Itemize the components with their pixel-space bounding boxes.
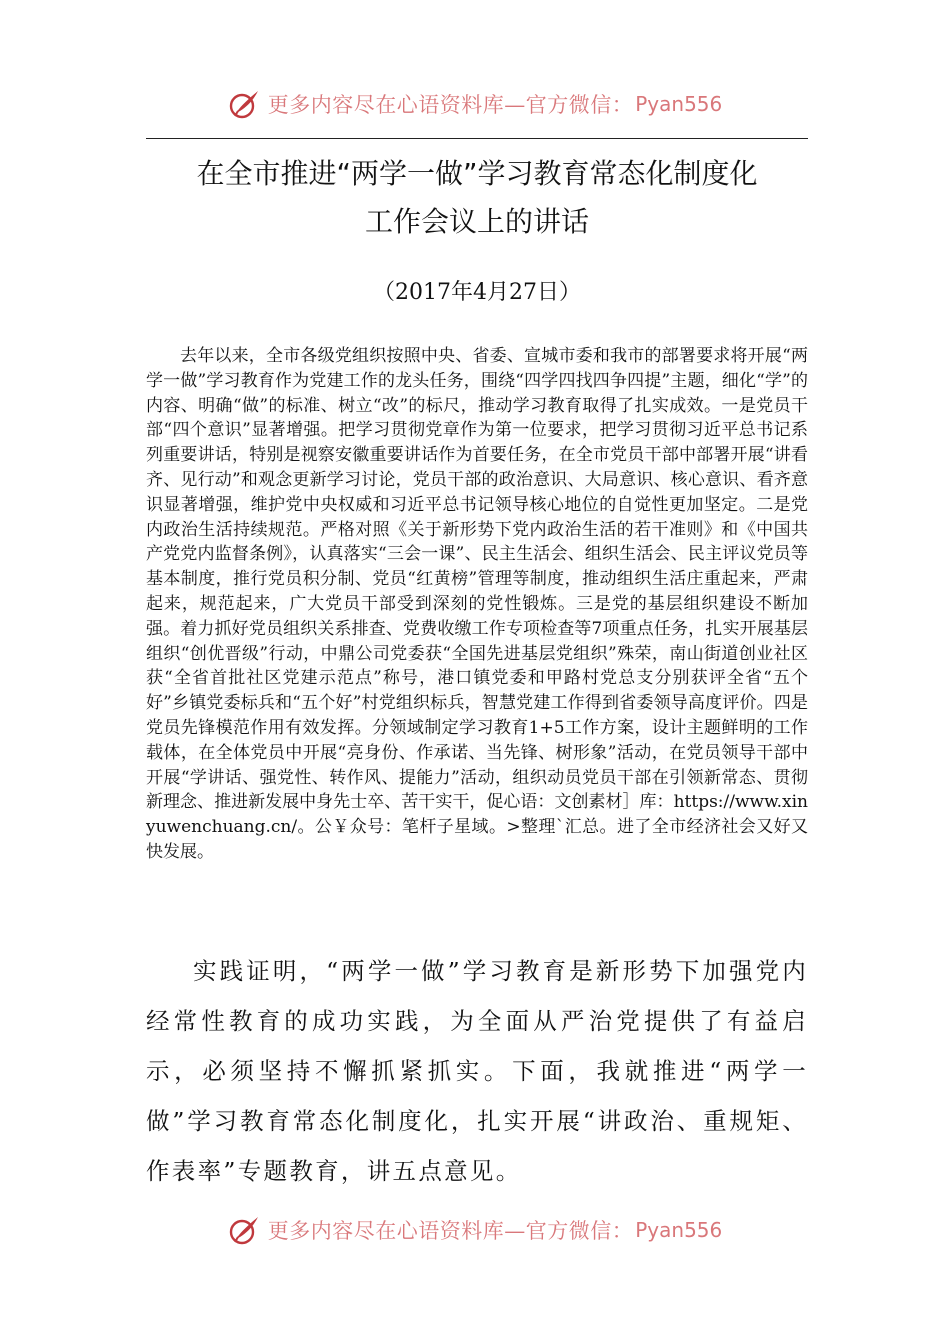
watermark-handle: Pyan556 — [635, 1218, 723, 1242]
document-title — [146, 150, 808, 246]
quill-pen-logo-icon — [228, 1213, 262, 1247]
title-line-2: 工作会议上的讲话 — [364, 205, 589, 238]
watermark-text: 更多内容尽在心语资料库—官方微信： — [267, 1219, 634, 1243]
header-divider — [146, 138, 808, 139]
header-watermark — [0, 84, 950, 124]
quill-pen-logo-icon — [228, 87, 262, 121]
title-line-1: 在全市推进“两学一做”学习教育常态化制度化 — [196, 157, 758, 190]
document-date: （2017年4月27日） — [373, 280, 581, 305]
footer-watermark — [0, 1210, 950, 1250]
watermark-text: 更多内容尽在心语资料库—官方微信： — [267, 93, 634, 117]
body-paragraph-1: 去年以来，全市各级党组织按照中央、省委、宣城市委和我市的部署要求将开展“两学一做”学习教育作为党建工作的龙头任务，围绕“四学四找四争四提”主题，细化“学”的内容、明确“做”的标准、树立“改”的标尺，推动学习教育取得了扎实成效。一是党员干部“四个意识”显著增强。把学习贯彻党章作为第一位要求，把学习贯彻习近平总书记系列重要讲话，特别是视察安徽重要讲话作为首要任务，在全市党员干部中部署开展“讲看齐、见行动”和观念更新学习讨论，党员干部的政治意识、大局意识、核心意识、看齐意识显著增强，维护党中央权威和习近平总书记领导核心地位的自觉性更加坚定。二是党内政治生活持续规范。严格对照《关于新形势下党内政治生活的若干准则》和《中国共产党党内监督条例》，认真落实“三会一课”、民主生活会、组织生活会、民主评议党员等基本制度，推行党员积分制、党员“红黄榜”管理等制度，推动组织生活庄重起来，严肃起来，规范起来，广大党员干部受到深刻的党性锻炼。三是党的基层组织建设不断加强。着力抓好党员组织关系排查、党费收缴工作专项检查等7项重点任务，扎实开展基层组织“创优晋级”行动，中鼎公司党委获“全国先进基层党组织”殊荣，南山街道创业社区获“全省首批社区党建示范点”称号，港口镇党委和甲路村党总支分别获评全省“五个好”乡镇党委标兵和“五个好”村党组织标兵，智慧党建工作得到省委领导高度评价。四是党员先锋模范作用有效发挥。分领域制定学习教育1+5工作方案，设计主题鲜明的工作载体，在全体党员中开展“亮身份、作承诺、当先锋、树形象”活动，在党员领导干部中开展“学讲话、强党性、转作风、提能力”活动，组织动员党员干部在引领新常态、贯彻新理念、推进新发展中身先士卒、苦干实干，促心语：文创素材］库：https://www.xinyuwenchuang.cn/。公￥众号：笔杆子星域。>整理`汇总。进了全市经济社会又好又快发展。 — [146, 346, 808, 862]
watermark-handle: Pyan556 — [635, 92, 723, 116]
body-paragraph-2: 实践证明，“两学一做”学习教育是新形势下加强党内经常性教育的成功实践，为全面从严治党提供了有益启示，必须坚持不懈抓紧抓实。下面，我就推进“两学一做”学习教育常态化制度化，扎实开展“讲政治、重规矩、作表率”专题教育，讲五点意见。 — [146, 957, 808, 1185]
